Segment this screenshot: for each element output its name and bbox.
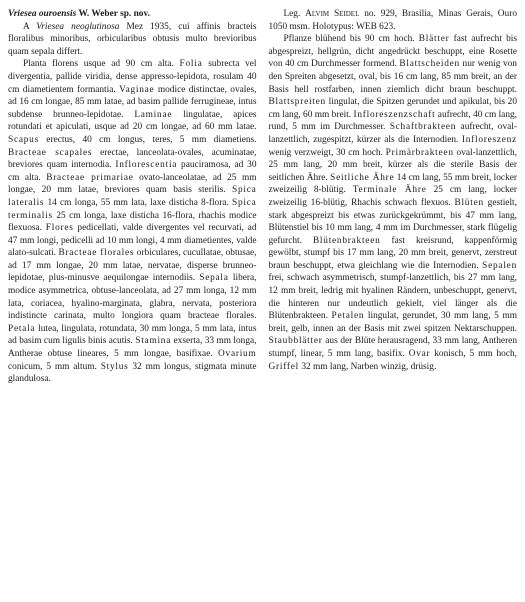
text-run: aufrecht, 40 cm lang, rund, 5 mm im Durchmesser. xyxy=(268,109,518,133)
term-label: Infloreszenzschaft xyxy=(353,109,436,120)
taxon-name: Vriesea neoglutinosa xyxy=(36,21,120,32)
term-label: Inflorescentia xyxy=(115,160,178,171)
text-run: Mez 1935, cui affinis bracteis floralibus minoribus, orbicularibus obtusis multo brevioribus quam sepala differt. xyxy=(8,21,257,57)
text-run: libera, modice asymmetrica, obtuse-lanceolata, ad 27 mm longa, 12 mm lata, coriacea, hyalino-marginata, glabra, nervata, posteriora indistincte carinata, multo longiora quam bracteae florales. xyxy=(8,273,257,322)
text-run: Planta florens usque ad 90 cm alta. xyxy=(22,59,180,70)
text-run: wenig verzweigt, 30 cm hoch. xyxy=(268,147,386,158)
term-label: Flores xyxy=(45,223,74,234)
text-run: fast kreisrund, kappenförmig gewölbt, stumpf bis 17 mm lang, 20 mm breit, genervt, zerstreut braun beschuppt, etwa gleichlang wie die Internodien. xyxy=(268,235,517,271)
left-paragraph xyxy=(8,21,257,59)
text-run: aus der Blüte herausragend, 33 mm lang, Antheren stumpf, linear, 5 mm lang, basifix. xyxy=(268,336,517,360)
term-label: Sepala xyxy=(199,273,229,284)
term-label: Primärbrakteen xyxy=(385,147,454,158)
text-run: 25 cm longa, laxe disticha 16-flora, rhachis modice flexuosa. xyxy=(8,210,257,234)
text-run: A xyxy=(22,21,37,32)
term-label: Stamina xyxy=(135,336,172,347)
text-run: frei, schwach asymmetrisch, stumpf-lanzettlich, bis 27 mm lang, 12 mm breit, ledrig mit hyalinen Rändern, unbeschuppt, genervt, die hinteren nur undeutlich gekielt, viel länger als die Blütenbrakteen. xyxy=(268,273,517,322)
term-label: Laminae xyxy=(134,109,173,120)
text-run: 32 mm lang, Narben winzig, drüsig. xyxy=(299,361,437,372)
term-label: Staubblätter xyxy=(268,336,323,347)
term-label: Seitliche Ähre xyxy=(330,172,395,183)
text-run: ovato-lanceolatae, ad 25 mm longae, 20 mm latae, breviores quam basis sterilis. xyxy=(8,172,257,196)
term-label: Bracteae scapales xyxy=(8,147,93,158)
term-label: Ovarium xyxy=(218,349,257,360)
right-paragraph xyxy=(269,8,518,33)
term-label: Spica lateralis xyxy=(8,185,257,208)
term-label: Petalen xyxy=(331,311,365,322)
term-label: Petala xyxy=(8,323,36,334)
left-paragraph xyxy=(8,58,257,385)
term-label: Vaginae xyxy=(119,84,155,95)
text-run: lutea, lingulata, rotundata, 30 mm longa, 5 mm lata, intus ad basim cum ligulis binis acutis. xyxy=(8,323,257,347)
text-run: conicum, 5 mm altum. xyxy=(8,361,101,372)
term-label: Sepalen xyxy=(482,260,517,271)
species-title xyxy=(8,8,257,21)
text-run: Alvim Seidel xyxy=(305,9,360,19)
term-label: Bracteae florales xyxy=(58,248,135,259)
text-run: konisch, 5 mm hoch, xyxy=(430,349,518,360)
text-run: no. 929, Brasilia, Minas Gerais, Ouro 1050 msm. Holotypus: WEB 623. xyxy=(268,9,517,32)
text-run: pedicellati, valde divergentes vel recurvati, ad 47 mm longi, pedicelli ad 10 mm longi, 4 mm diametientes, valde alato-sulcati. xyxy=(8,223,257,259)
term-label: Blüten xyxy=(454,197,484,208)
text-run: 25 cm lang, locker zweizeilig 16-blütig, Rhachis schwach flexuos. xyxy=(268,185,517,208)
term-label: Blätter xyxy=(418,34,450,45)
species-name: Vriesea ouroensis xyxy=(8,9,77,19)
text-run: erectae, lanceolata-ovales, acuminatae, breviores quam internodia. xyxy=(8,147,257,171)
text-run: gestielt, stark abgespreizt bis etwas zurückgekrümmt, bis 47 mm lang, Blütenstiel bis 10 mm lang, 4 mm im Durchmesser, stark flügelig gefurcht. xyxy=(268,197,517,246)
text-run: modice distinctae, ovales, ad 16 cm longae, 85 mm latae, ad basim pallide ferrugineae, intus subdense brunneo-lepidotae. xyxy=(8,84,257,120)
text-run: 14 cm longa, 55 mm lata, laxe disticha 8-flora. xyxy=(44,197,232,208)
term-label: Griffel xyxy=(268,361,299,372)
text-run: lingulatae, apices rotundati et apiculati, usque ad 20 cm longae, ad 60 mm latae. xyxy=(8,109,257,133)
latin-description-column xyxy=(8,8,257,602)
text-run: lingulat, gerundet, 30 mm lang, 5 mm breit, gelb, innen an der Basis mit zwei spitzen Nektarschuppen. xyxy=(268,311,517,334)
text-run: 32 mm longus, stigmata minute glandulosa. xyxy=(8,361,257,385)
term-label: Blattscheiden xyxy=(399,59,460,70)
term-label: Blattspreiten xyxy=(268,97,326,108)
text-run: subrecta vel divergentia, pallide viridia, dense appresso-lepidota, rosulam 40 cm diametientem formantia. xyxy=(8,59,257,95)
term-label: Bracteae primariae xyxy=(46,172,134,183)
text-run: erectus, 40 cm longus, teres, 5 mm diametiens. xyxy=(38,134,257,145)
term-label: Blütenbrakteen xyxy=(312,235,381,246)
term-label: Folia xyxy=(179,59,203,70)
text-run: pauciramosa, ad 30 cm alta. xyxy=(8,160,257,183)
text-run: 14 cm lang, 55 mm breit, locker zweizeilig 8-blütig. xyxy=(268,172,518,196)
term-label: Terminale Ähre xyxy=(352,185,427,196)
text-run: fast aufrecht bis abgespreizt, hellgrün, dicht angedrückt beschuppt, eine Rosette von 40 cm Durchmesser formend. xyxy=(268,34,517,70)
term-label: Schaftbrakteen xyxy=(389,122,457,133)
term-label: Stylus xyxy=(100,361,129,372)
term-label: Ovar xyxy=(408,349,431,360)
text-run: orbiculares, cucullatae, obtusae, ad 17 mm longae, 20 mm latae, nervatae, disperse brunneo-lepidotae, plus-minusve aequilongae internodiis. xyxy=(8,248,257,284)
text-run: lingulat, die Spitzen gerundet und apikulat, bis 20 cm lang, 60 mm breit. xyxy=(268,97,517,120)
right-paragraph xyxy=(269,33,518,373)
term-label: Scapus xyxy=(8,134,39,145)
term-label: Infloreszenz xyxy=(461,134,517,145)
text-run: nur wenig von den Spreiten abgesetzt, oval, bis 16 cm lang, 85 mm breit, an der Basis hell rostfarben, innen ziemlich dicht braun beschuppt. xyxy=(268,59,517,95)
german-description-column xyxy=(269,8,518,602)
species-author: W. Weber sp. nov. xyxy=(76,9,150,19)
text-run: aufrecht, oval-lanzettlich, zugespitzt, kürzer als die Internodien. xyxy=(268,122,517,145)
text-run: exserta, 33 mm longa, Antherae obtuse lineares, 5 mm longae, basifixae. xyxy=(8,336,257,360)
term-label: Spica terminalis xyxy=(8,197,257,221)
text-run: Leg. xyxy=(283,9,306,19)
text-run: oval-lanzettlich, 25 mm lang, 20 mm breit, kürzer als die sterile Basis der seitlichen Ähre. xyxy=(268,147,517,183)
text-run: Pflanze blühend bis 90 cm hoch. xyxy=(283,34,419,45)
